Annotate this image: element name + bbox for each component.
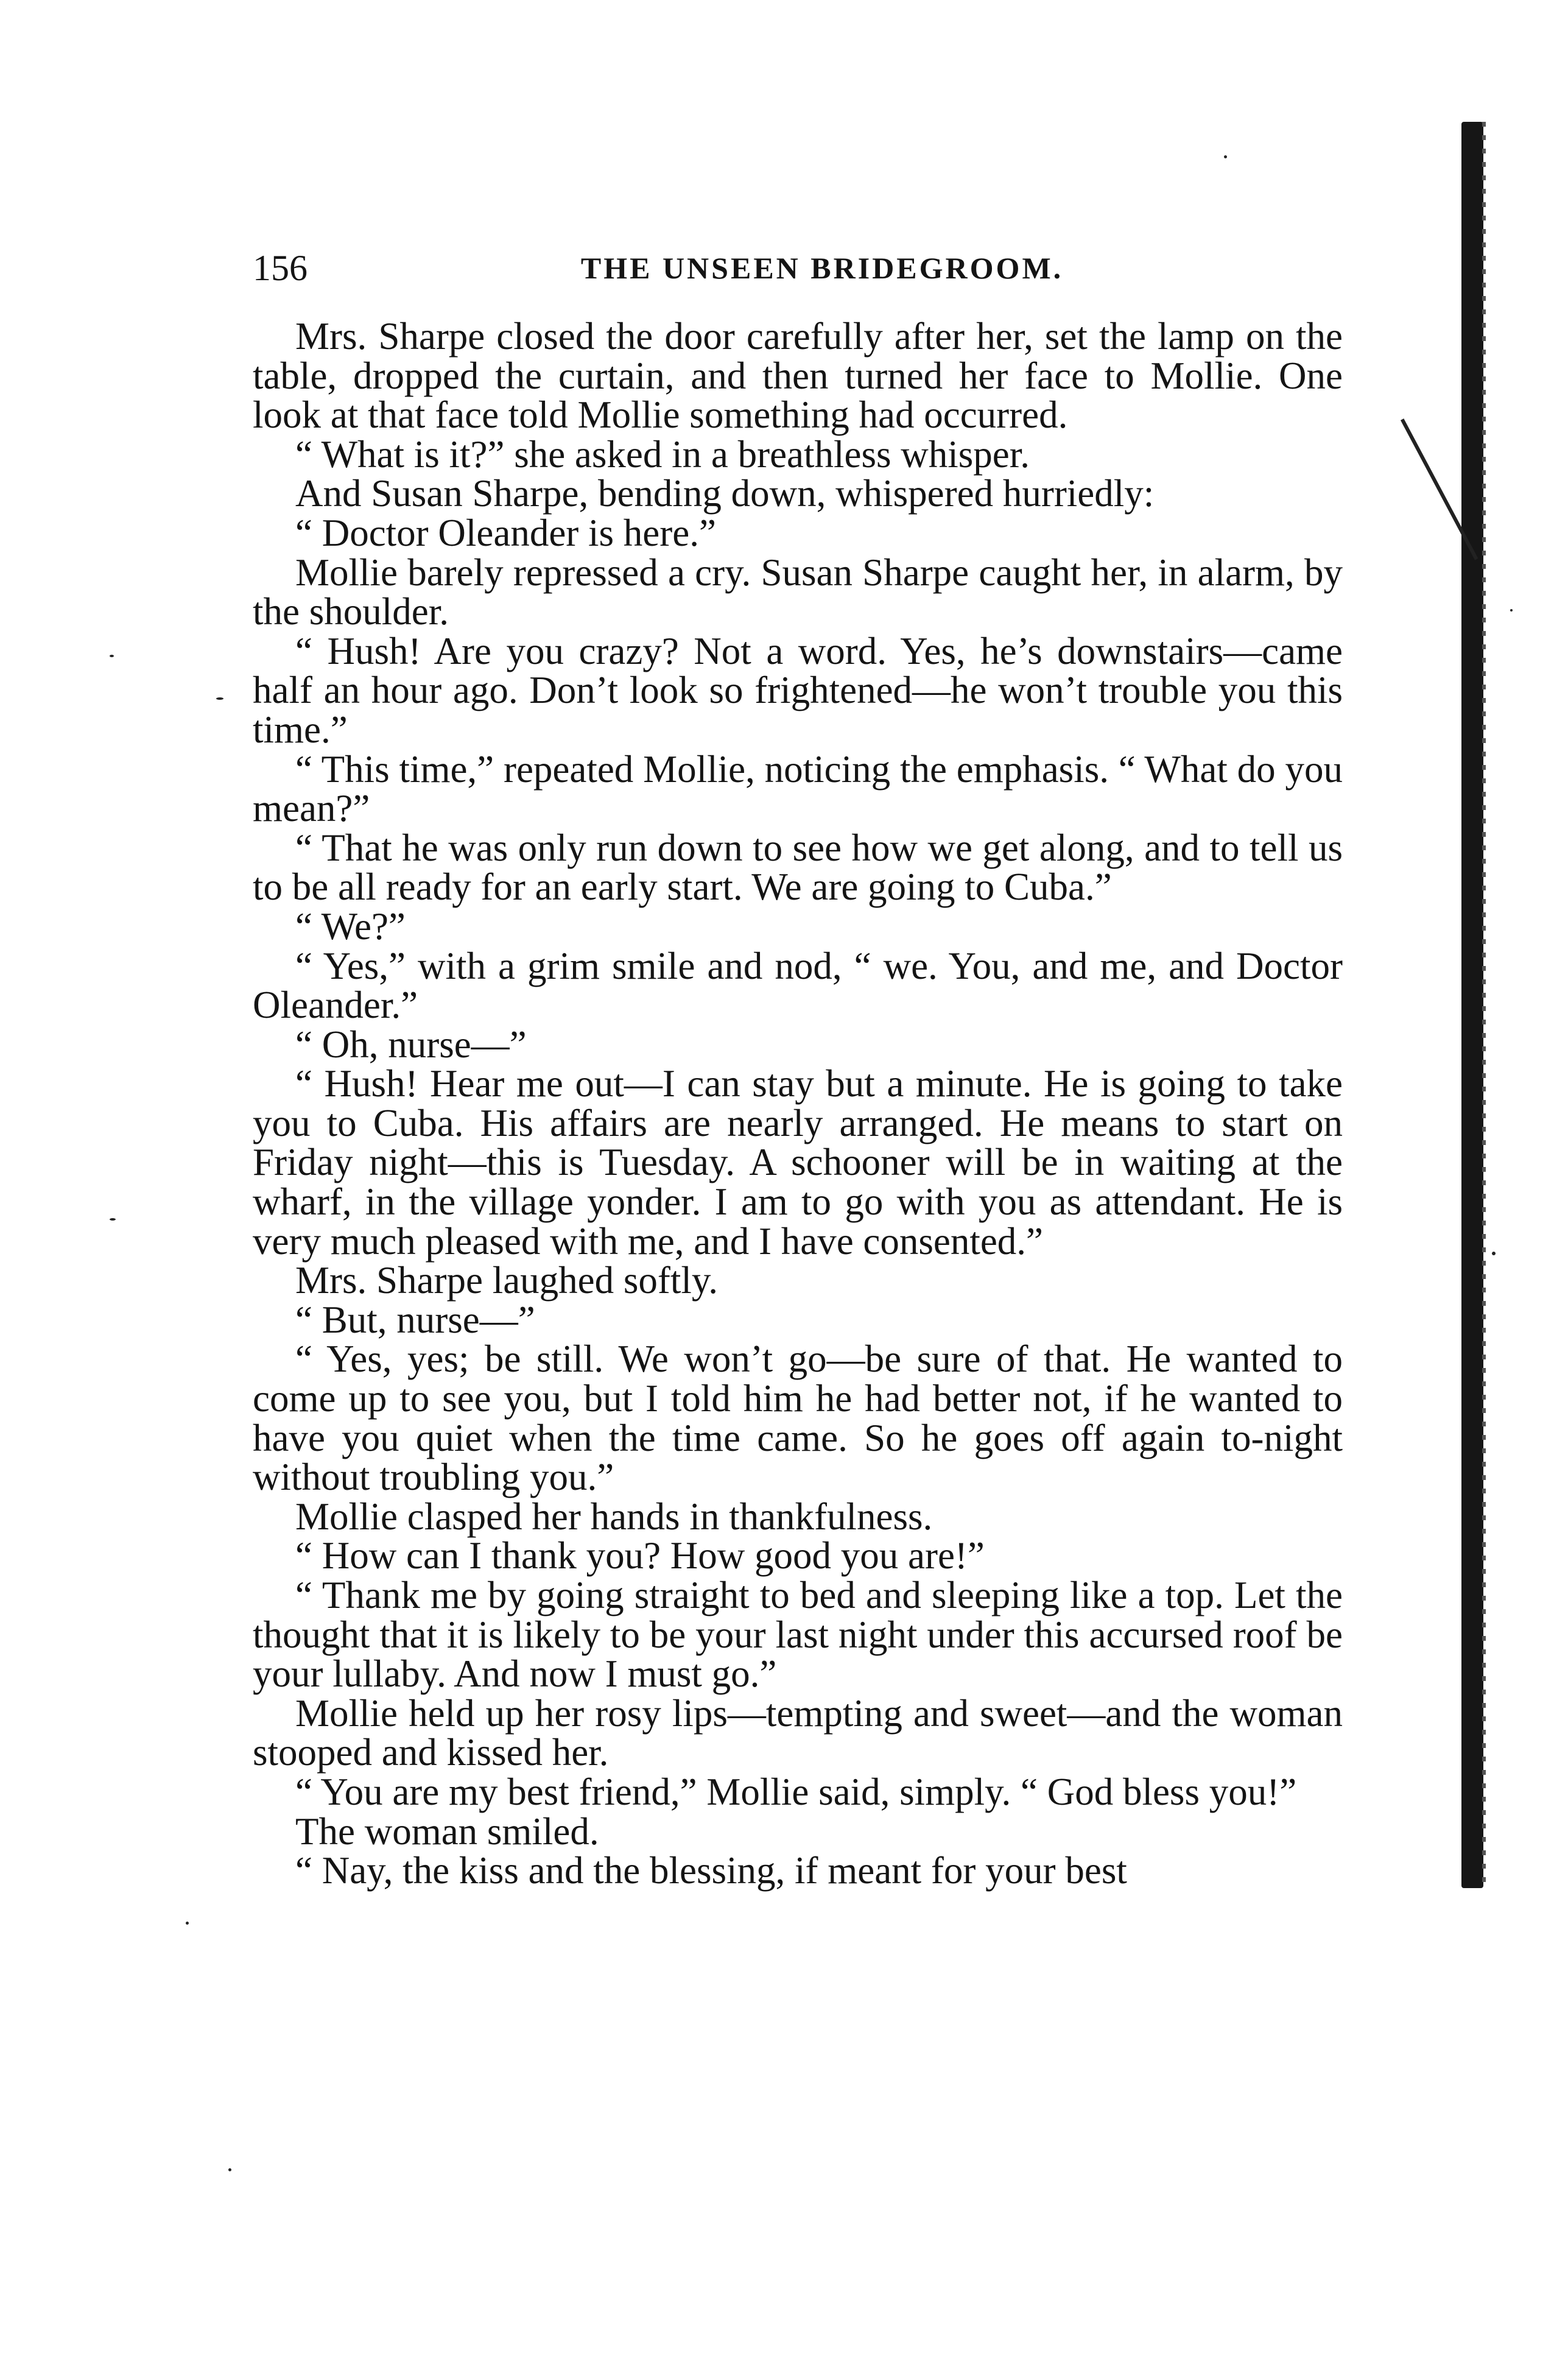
paragraph: “ Oh, nurse—”	[295, 1023, 527, 1066]
paragraph: “ We?”	[295, 904, 406, 948]
ink-speck	[1492, 1252, 1496, 1255]
paragraph: “ You are my best friend,” Mollie said, simply. “ God bless you!”	[295, 1770, 1297, 1813]
paragraph: “ What is it?” she asked in a breathless whisper.	[295, 432, 1030, 476]
paragraph: Mollie held up her rosy lips—tempting and sweet—and the woman stooped and kissed her.	[253, 1691, 1343, 1774]
paragraph: “ But, nurse—”	[295, 1298, 535, 1341]
paragraph: Mollie barely repressed a cry. Susan Sharpe caught her, in alarm, by the shoulder.	[253, 551, 1343, 633]
paragraph: And Susan Sharpe, bending down, whispered hurriedly:	[295, 472, 1155, 515]
paragraph: “ Hush! Are you crazy? Not a word. Yes, he’s downstairs—came half an hour ago. Don’t look so frightened—he won’t trouble you this time.”	[253, 629, 1343, 751]
paragraph: Mollie clasped her hands in thankfulness.	[295, 1495, 933, 1538]
paragraph: “ That he was only run down to see how we get along, and to tell us to be all ready for an early start. We are going to Cuba.”	[253, 826, 1343, 909]
paragraph: “ Yes,” with a grim smile and nod, “ we. You, and me, and Doctor Oleander.”	[253, 944, 1343, 1027]
body-text	[253, 317, 1343, 1891]
paragraph: “ Doctor Oleander is here.”	[295, 511, 716, 554]
paragraph: “ Yes, yes; be still. We won’t go—be sure of that. He wanted to come up to see you, but I told him he had better not, if he wanted to have you quiet when the time came. So he goes off again to-night without troubling you.”	[253, 1338, 1343, 1499]
paragraph: Mrs. Sharpe closed the door carefully after her, set the lamp on the table, dropped the curtain, and then turned her face to Mollie. One look at that face told Mollie something had occurred.	[253, 315, 1343, 437]
ink-speck	[186, 1922, 189, 1925]
paragraph: “ Nay, the kiss and the blessing, if meant for your best	[295, 1849, 1127, 1892]
ink-speck	[1224, 155, 1227, 158]
paragraph: “ How can I thank you? How good you are!”	[295, 1534, 985, 1577]
ink-speck	[228, 2168, 231, 2171]
paragraph: “ Hush! Hear me out—I can stay but a minute. He is going to take you to Cuba. His affairs are nearly arranged. He means to start on Friday night—this is Tuesday. A schooner will be in waiting at the wharf, in the village yonder. I am to go with you as attendant. He is very much pleased with me, and I have consented.”	[253, 1062, 1343, 1263]
paragraph: “ Thank me by going straight to bed and sleeping like a top. Let the thought that it is likely to be your last night under this accursed roof be your lullaby. And now I must go.”	[253, 1574, 1343, 1696]
ink-speck	[110, 655, 114, 657]
paragraph: The woman smiled.	[295, 1810, 599, 1853]
page-number: 156	[253, 248, 308, 288]
paragraph: “ This time,” repeated Mollie, noticing the emphasis. “ What do you mean?”	[253, 747, 1343, 830]
binding-edge-shadow	[1461, 122, 1483, 1888]
running-title: THE UNSEEN BRIDEGROOM.	[580, 251, 1064, 285]
page-header	[253, 241, 1343, 295]
ink-speck	[216, 697, 223, 700]
ink-speck	[1510, 609, 1513, 612]
ink-speck	[110, 1218, 116, 1221]
paragraph: Mrs. Sharpe laughed softly.	[295, 1259, 719, 1302]
